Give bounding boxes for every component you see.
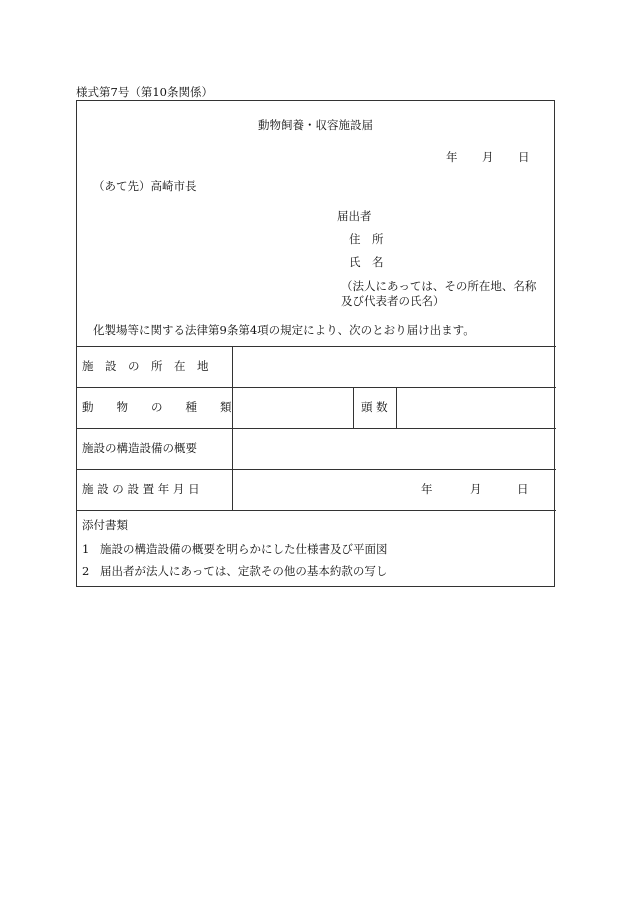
structure-label: 施設の構造設備の概要	[82, 441, 197, 455]
form-frame	[76, 100, 555, 587]
install-date-month: 月	[470, 482, 482, 496]
head-count-field	[398, 389, 554, 427]
row-divider-2	[76, 387, 556, 388]
head-count-divider-left	[353, 387, 354, 428]
form-title: 動物飼養・収容施設届	[258, 118, 373, 132]
head-count-divider-right	[396, 387, 397, 428]
row-divider-5	[76, 510, 556, 511]
date-day: 日	[518, 150, 530, 164]
address-label: 住 所	[349, 232, 384, 246]
animal-type-field	[234, 389, 352, 427]
label-column-divider	[232, 346, 233, 510]
install-date-day: 日	[517, 482, 529, 496]
install-date-year: 年	[421, 482, 433, 496]
head-count-label: 頭 数	[361, 400, 388, 414]
attachments-heading: 添付書類	[82, 518, 128, 532]
attachment-item-1-num: 1	[82, 542, 90, 556]
row-divider-4	[76, 469, 556, 470]
facility-location-field	[234, 348, 554, 386]
install-date-label: 施 設 の 設 置 年 月 日	[82, 482, 200, 496]
statement: 化製場等に関する法律第9条第4項の規定により、次のとおり届け出ます。	[93, 323, 475, 337]
date-month: 月	[482, 150, 494, 164]
structure-field	[234, 430, 554, 468]
facility-location-label: 施 設 の 所 在 地	[82, 359, 209, 373]
row-divider-3	[76, 428, 556, 429]
corporate-note-line1: （法人にあっては、その所在地、名称	[341, 279, 537, 293]
attachment-item-2-text: 届出者が法人にあっては、定款その他の基本約款の写し	[100, 564, 388, 578]
form-number: 様式第7号（第10条関係）	[76, 85, 213, 99]
notifier-label: 届出者	[337, 209, 372, 223]
corporate-note-line2: 及び代表者の氏名）	[341, 294, 445, 308]
date-year: 年	[446, 150, 458, 164]
row-divider-1	[76, 346, 556, 347]
attachment-item-2-num: 2	[82, 564, 90, 578]
addressee: （あて先）高崎市長	[93, 179, 197, 193]
animal-type-label: 動 物 の 種 類	[82, 400, 232, 414]
attachment-item-1-text: 施設の構造設備の概要を明らかにした仕様書及び平面図	[100, 542, 388, 556]
name-label: 氏 名	[349, 255, 384, 269]
